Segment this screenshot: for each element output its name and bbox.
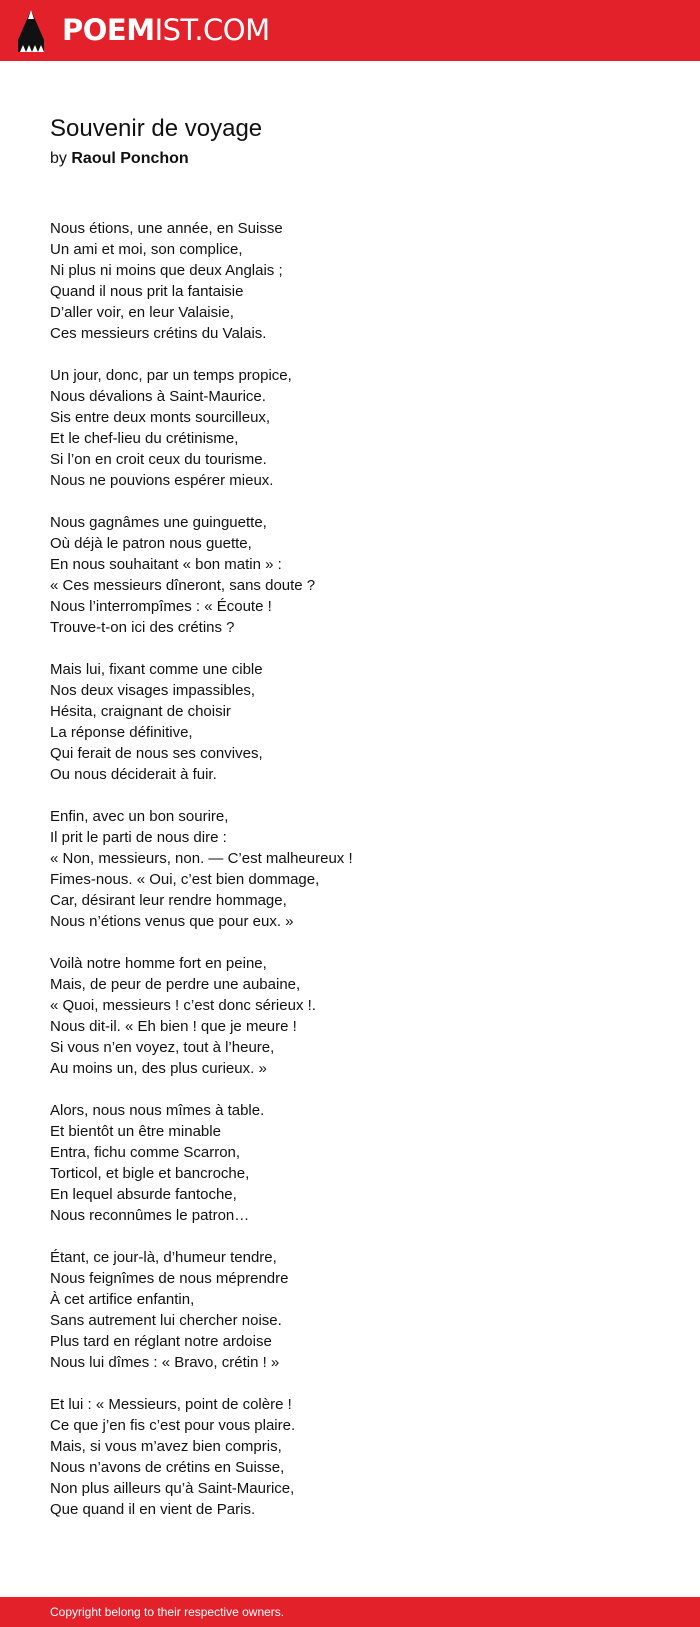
poem-line: Nous feignîmes de nous méprendre [50, 1270, 289, 1287]
poem-line: Entra, fichu comme Scarron, [50, 1144, 241, 1161]
poem-line: D’aller voir, en leur Valaisie, [50, 304, 234, 321]
poem-line: Un jour, donc, par un temps propice, [50, 367, 292, 384]
stanza [50, 806, 650, 932]
poem-line: Nous reconnûmes le patron… [50, 1207, 250, 1224]
stanza [50, 218, 650, 344]
site-logo[interactable] [62, 13, 270, 47]
poem-line: « Non, messieurs, non. — C’est malheureux ! [50, 850, 353, 867]
poem-line: Ce que j’en fis c’est pour vous plaire. [50, 1417, 296, 1434]
poem-line: Et lui : « Messieurs, point de colère ! [50, 1396, 292, 1413]
poem-line: Nous dit-il. « Eh bien ! que je meure ! [50, 1018, 297, 1035]
poem-line: Ou nous déciderait à fuir. [50, 766, 217, 783]
poem-line: La réponse définitive, [50, 724, 193, 741]
poem-line: Que quand il en vient de Paris. [50, 1501, 256, 1518]
poem-line: Voilà notre homme fort en peine, [50, 955, 267, 972]
stanza [50, 512, 650, 638]
poem-line: Mais, de peur de perdre une aubaine, [50, 976, 301, 993]
by-prefix: by [50, 150, 67, 167]
poem-title: Souvenir de voyage [50, 115, 263, 142]
poem-line: Étant, ce jour-là, d’humeur tendre, [50, 1249, 277, 1266]
poem-line: Qui ferait de nous ses convives, [50, 745, 263, 762]
stanza [50, 953, 650, 1079]
poem-line: Où déjà le patron nous guette, [50, 535, 252, 552]
poem-line: En nous souhaitant « bon matin » : [50, 556, 282, 573]
stanza [50, 1394, 650, 1520]
poem-line: Si l’on en croit ceux du tourisme. [50, 451, 267, 468]
poem-line: Car, désirant leur rendre hommage, [50, 892, 287, 909]
poem-line: Si vous n’en voyez, tout à l’heure, [50, 1039, 275, 1056]
poem-line: Mais, si vous m’avez bien compris, [50, 1438, 282, 1455]
poem-line: Au moins un, des plus curieux. » [50, 1060, 267, 1077]
poem-line: Enfin, avec un bon sourire, [50, 808, 229, 825]
poem-body [50, 218, 650, 1541]
poem-line: Fimes-nous. « Oui, c’est bien dommage, [50, 871, 320, 888]
stanza [50, 1100, 650, 1226]
poem-line: Nous ne pouvions espérer mieux. [50, 472, 274, 489]
poem-line: À cet artifice enfantin, [50, 1291, 195, 1308]
poem-line: Nous étions, une année, en Suisse [50, 220, 283, 237]
site-header [0, 0, 700, 61]
poem-line: « Ces messieurs dîneront, sans doute ? [50, 577, 316, 594]
author-name: Raoul Ponchon [71, 150, 189, 167]
poem-line: Plus tard en réglant notre ardoise [50, 1333, 272, 1350]
byline [50, 147, 189, 171]
poem-line: Sans autrement lui chercher noise. [50, 1312, 282, 1329]
poem-line: Et bientôt un être minable [50, 1123, 221, 1140]
poem-line: Il prit le parti de nous dire : [50, 829, 227, 846]
poem-line: Nous n’avons de crétins en Suisse, [50, 1459, 285, 1476]
poem-line: Sis entre deux monts sourcilleux, [50, 409, 271, 426]
poem-line: Nos deux visages impassibles, [50, 682, 256, 699]
stanza [50, 659, 650, 785]
poem-line: Nous n’étions venus que pour eux. » [50, 913, 294, 930]
copyright-text: Copyright belong to their respective owners. [50, 1605, 285, 1619]
poem-line: « Quoi, messieurs ! c’est donc sérieux !. [50, 997, 316, 1014]
poem-line: Un ami et moi, son complice, [50, 241, 243, 258]
poem-line: Quand il nous prit la fantaisie [50, 283, 244, 300]
poem-line: Nous lui dîmes : « Bravo, crétin ! » [50, 1354, 280, 1371]
poem-line: En lequel absurde fantoche, [50, 1186, 237, 1203]
poem-line: Hésita, craignant de choisir [50, 703, 231, 720]
site-footer [0, 1597, 700, 1627]
poem-line: Et le chef-lieu du crétinisme, [50, 430, 239, 447]
poem-line: Nous gagnâmes une guinguette, [50, 514, 267, 531]
poem-line: Trouve-t-on ici des crétins ? [50, 619, 235, 636]
poem-line: Nous l’interrompîmes : « Écoute ! [50, 598, 272, 615]
logo-bold-part: POEM [62, 13, 155, 47]
stanza [50, 1247, 650, 1373]
poem-line: Ni plus ni moins que deux Anglais ; [50, 262, 283, 279]
poem-line: Non plus ailleurs qu’à Saint-Maurice, [50, 1480, 295, 1497]
logo-light-part: IST.COM [154, 13, 270, 47]
poem-line: Alors, nous nous mîmes à table. [50, 1102, 265, 1119]
pencil-tip-icon[interactable] [18, 10, 44, 52]
poem-line: Nous dévalions à Saint-Maurice. [50, 388, 266, 405]
poem-line: Mais lui, fixant comme une cible [50, 661, 263, 678]
stanza [50, 365, 650, 491]
poem-line: Ces messieurs crétins du Valais. [50, 325, 267, 342]
poem-line: Torticol, et bigle et bancroche, [50, 1165, 250, 1182]
